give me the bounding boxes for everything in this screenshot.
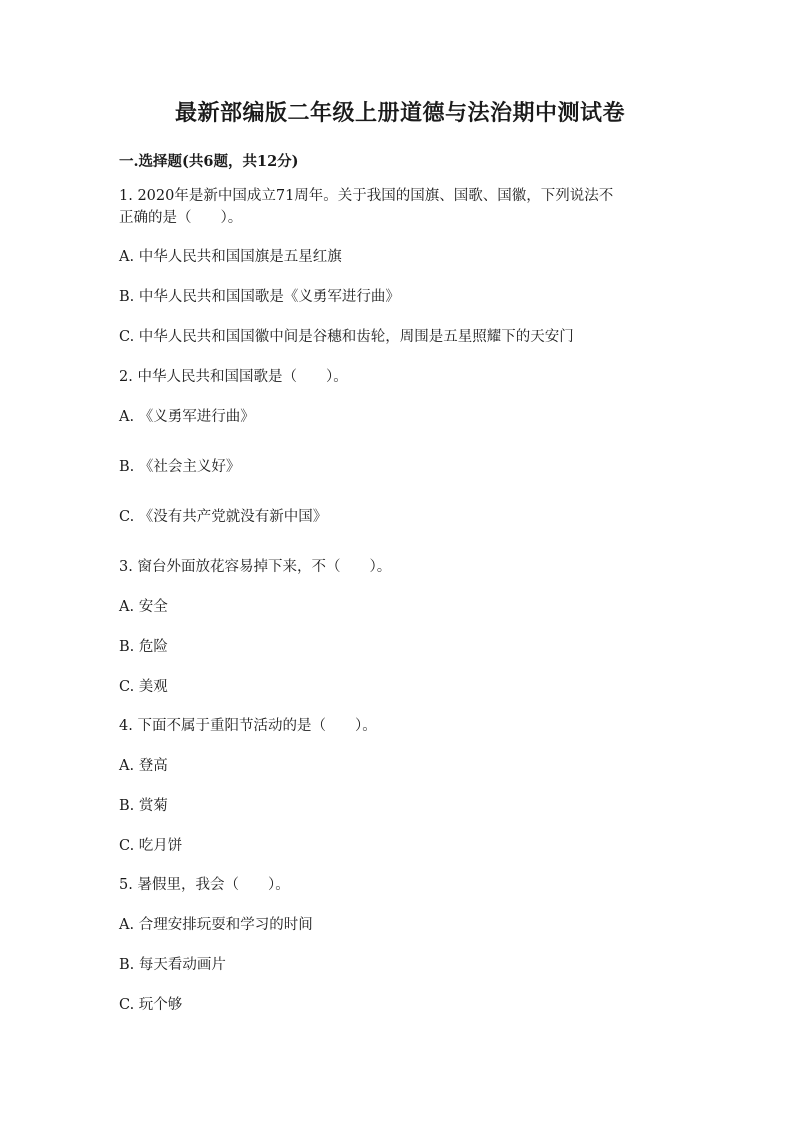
question-1-stem-line-2: 正确的是（ ）。	[119, 210, 243, 226]
question-5-option-b: B. 每天看动画片	[119, 957, 226, 973]
question-2-option-c: C. 《没有共产党就没有新中国》	[119, 509, 328, 525]
question-1-option-b: B. 中华人民共和国国歌是《义勇军进行曲》	[119, 289, 400, 305]
question-1-option-a: A. 中华人民共和国国旗是五星红旗	[119, 249, 342, 265]
question-3-option-b: B. 危险	[119, 639, 168, 655]
question-5-option-a: A. 合理安排玩耍和学习的时间	[119, 917, 313, 933]
question-5-stem: 5. 暑假里，我会（ ）。	[119, 877, 290, 893]
question-4-option-b: B. 赏菊	[119, 798, 168, 814]
question-3-option-c: C. 美观	[119, 679, 168, 695]
question-4-option-c: C. 吃月饼	[119, 838, 183, 854]
question-2-stem: 2. 中华人民共和国国歌是（ ）。	[119, 369, 348, 385]
question-3-option-a: A. 安全	[119, 599, 168, 615]
question-1-stem-line-1: 1. 2020年是新中国成立71周年。关于我国的国旗、国歌、国徽，下列说法不	[119, 188, 614, 204]
question-2-option-a: A. 《义勇军进行曲》	[119, 409, 255, 425]
question-4-stem: 4. 下面不属于重阳节活动的是（ ）。	[119, 718, 377, 734]
question-4-option-a: A. 登高	[119, 758, 168, 774]
page-title: 最新部编版二年级上册道德与法治期中测试卷	[174, 100, 625, 126]
section-heading: 一.选择题(共6题，共12分)	[119, 153, 299, 170]
question-2-option-b: B. 《社会主义好》	[119, 459, 241, 475]
question-3-stem: 3. 窗台外面放花容易掉下来，不（ ）。	[119, 559, 392, 575]
question-1-option-c: C. 中华人民共和国国徽中间是谷穗和齿轮，周围是五星照耀下的天安门	[119, 329, 574, 345]
question-5-option-c: C. 玩个够	[119, 997, 183, 1013]
